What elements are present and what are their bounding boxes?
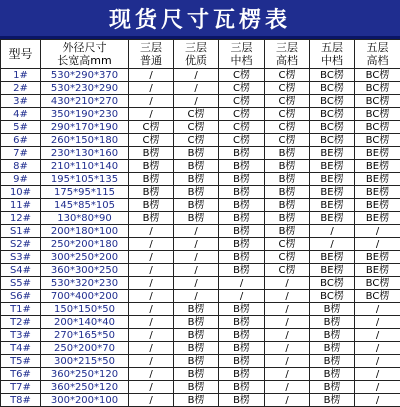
size-cell: 210*110*140 — [41, 160, 129, 173]
flute-grade-cell: BC楞 — [355, 290, 400, 303]
table-header — [1, 40, 400, 69]
flute-grade-cell: B楞 — [174, 381, 219, 394]
model-code-cell: T2# — [1, 316, 41, 329]
flute-grade-cell: BE楞 — [355, 186, 400, 199]
flute-grade-cell: B楞 — [174, 329, 219, 342]
flute-grade-cell: B楞 — [265, 173, 310, 186]
table-row — [1, 108, 400, 121]
size-cell: 195*105*135 — [41, 173, 129, 186]
model-code-cell: T4# — [1, 342, 41, 355]
model-code-cell: 7# — [1, 147, 41, 160]
flute-grade-cell: BC楞 — [355, 134, 400, 147]
flute-grade-cell: / — [265, 355, 310, 368]
size-cell: 360*300*250 — [41, 264, 129, 277]
flute-grade-cell: C楞 — [219, 108, 265, 121]
flute-grade-cell: / — [129, 277, 174, 290]
flute-grade-cell: B楞 — [219, 147, 265, 160]
table-row — [1, 290, 400, 303]
table-row — [1, 147, 400, 160]
flute-grade-cell: BC楞 — [355, 82, 400, 95]
header-3ply-standard: 三层 普通 — [129, 40, 174, 69]
flute-grade-cell: B楞 — [129, 160, 174, 173]
size-cell: 430*210*270 — [41, 95, 129, 108]
flute-grade-cell: / — [174, 225, 219, 238]
flute-grade-cell: B楞 — [219, 329, 265, 342]
flute-grade-cell: B楞 — [219, 160, 265, 173]
flute-grade-cell: B楞 — [129, 186, 174, 199]
flute-grade-cell: C楞 — [265, 108, 310, 121]
table-row — [1, 160, 400, 173]
page-title: 现货尺寸瓦楞表 — [109, 3, 291, 34]
flute-grade-cell: B楞 — [129, 147, 174, 160]
flute-grade-cell: C楞 — [219, 69, 265, 82]
size-cell: 350*190*230 — [41, 108, 129, 121]
flute-grade-cell: B楞 — [219, 355, 265, 368]
model-code-cell: 8# — [1, 160, 41, 173]
flute-grade-cell: B楞 — [174, 199, 219, 212]
size-cell: 145*85*105 — [41, 199, 129, 212]
flute-grade-cell: B楞 — [174, 147, 219, 160]
size-cell: 700*400*200 — [41, 290, 129, 303]
size-cell: 300*215*50 — [41, 355, 129, 368]
flute-grade-cell: C楞 — [265, 134, 310, 147]
flute-grade-cell: B楞 — [265, 199, 310, 212]
flute-grade-cell: / — [355, 381, 400, 394]
size-cell: 200*180*100 — [41, 225, 129, 238]
model-code-cell: 2# — [1, 82, 41, 95]
model-code-cell: T3# — [1, 329, 41, 342]
flute-grade-cell: BC楞 — [355, 69, 400, 82]
flute-grade-cell: C楞 — [174, 108, 219, 121]
flute-grade-cell: / — [265, 303, 310, 316]
table-row — [1, 199, 400, 212]
model-code-cell: 4# — [1, 108, 41, 121]
flute-grade-cell: BC楞 — [310, 121, 355, 134]
size-cell: 230*130*160 — [41, 147, 129, 160]
header-3ply-premium: 三层 优质 — [174, 40, 219, 69]
model-code-cell: 11# — [1, 199, 41, 212]
flute-grade-cell: C楞 — [265, 264, 310, 277]
model-code-cell: S2# — [1, 238, 41, 251]
flute-grade-cell: B楞 — [174, 303, 219, 316]
table-row — [1, 394, 400, 407]
flute-grade-cell: / — [265, 368, 310, 381]
size-cell: 300*250*200 — [41, 251, 129, 264]
flute-grade-cell: / — [129, 316, 174, 329]
table-row — [1, 82, 400, 95]
flute-grade-cell: B楞 — [174, 355, 219, 368]
flute-grade-cell: B楞 — [219, 316, 265, 329]
flute-grade-cell: B楞 — [310, 368, 355, 381]
table-row — [1, 134, 400, 147]
table-row — [1, 238, 400, 251]
flute-grade-cell: / — [129, 108, 174, 121]
flute-grade-cell: C楞 — [174, 121, 219, 134]
flute-grade-cell: / — [265, 316, 310, 329]
header-3ply-mid: 三层 中档 — [219, 40, 265, 69]
model-code-cell: 1# — [1, 69, 41, 82]
flute-grade-cell: BE楞 — [310, 160, 355, 173]
flute-grade-cell: B楞 — [219, 225, 265, 238]
flute-grade-cell: / — [174, 238, 219, 251]
flute-grade-cell: / — [355, 303, 400, 316]
flute-grade-cell: C楞 — [219, 121, 265, 134]
flute-grade-cell: BC楞 — [355, 277, 400, 290]
flute-grade-cell: B楞 — [219, 186, 265, 199]
table-row — [1, 303, 400, 316]
flute-grade-cell: BC楞 — [310, 82, 355, 95]
flute-grade-cell: B楞 — [310, 303, 355, 316]
flute-grade-cell: / — [129, 225, 174, 238]
title-banner — [0, 0, 400, 36]
table-row — [1, 342, 400, 355]
flute-grade-cell: B楞 — [219, 238, 265, 251]
model-code-cell: S6# — [1, 290, 41, 303]
flute-grade-cell: BC楞 — [355, 121, 400, 134]
model-code-cell: T1# — [1, 303, 41, 316]
model-code-cell: 5# — [1, 121, 41, 134]
size-cell: 250*200*180 — [41, 238, 129, 251]
model-code-cell: S3# — [1, 251, 41, 264]
flute-grade-cell: / — [265, 290, 310, 303]
flute-grade-cell: / — [129, 394, 174, 407]
flute-grade-cell: / — [265, 394, 310, 407]
flute-grade-cell: / — [265, 277, 310, 290]
flute-grade-cell: C楞 — [219, 134, 265, 147]
table-row — [1, 264, 400, 277]
size-cell: 300*200*100 — [41, 394, 129, 407]
table-row — [1, 381, 400, 394]
flute-grade-cell: / — [310, 238, 355, 251]
size-cell: 270*165*50 — [41, 329, 129, 342]
flute-grade-cell: C楞 — [265, 121, 310, 134]
flute-grade-cell: / — [129, 82, 174, 95]
flute-grade-cell: C楞 — [265, 251, 310, 264]
flute-grade-cell: BC楞 — [310, 108, 355, 121]
flute-grade-cell: B楞 — [174, 212, 219, 225]
flute-grade-cell: B楞 — [219, 199, 265, 212]
model-code-cell: 10# — [1, 186, 41, 199]
model-code-cell: S4# — [1, 264, 41, 277]
flute-grade-cell: B楞 — [310, 316, 355, 329]
flute-grade-cell: / — [129, 303, 174, 316]
flute-grade-cell: BC楞 — [310, 95, 355, 108]
size-cell: 260*150*180 — [41, 134, 129, 147]
flute-grade-cell: / — [129, 238, 174, 251]
flute-grade-cell: C楞 — [265, 69, 310, 82]
model-code-cell: S1# — [1, 225, 41, 238]
flute-grade-cell: B楞 — [129, 199, 174, 212]
flute-grade-cell: B楞 — [174, 316, 219, 329]
flute-grade-cell: C楞 — [129, 121, 174, 134]
table-row — [1, 251, 400, 264]
model-code-cell: T6# — [1, 368, 41, 381]
flute-grade-cell: BE楞 — [310, 264, 355, 277]
flute-grade-cell: BC楞 — [310, 69, 355, 82]
flute-grade-cell: B楞 — [174, 368, 219, 381]
table-row — [1, 316, 400, 329]
flute-grade-cell: B楞 — [310, 355, 355, 368]
flute-grade-cell: B楞 — [174, 173, 219, 186]
carton-spec-table — [0, 39, 400, 407]
model-code-cell: S5# — [1, 277, 41, 290]
flute-grade-cell: / — [355, 225, 400, 238]
header-3ply-high: 三层 高档 — [265, 40, 310, 69]
table-row — [1, 186, 400, 199]
size-cell: 130*80*90 — [41, 212, 129, 225]
flute-grade-cell: B楞 — [265, 160, 310, 173]
flute-grade-cell: / — [129, 264, 174, 277]
size-cell: 530*230*290 — [41, 82, 129, 95]
flute-grade-cell: / — [355, 368, 400, 381]
table-row — [1, 355, 400, 368]
flute-grade-cell: C楞 — [219, 95, 265, 108]
model-code-cell: 12# — [1, 212, 41, 225]
model-code-cell: T7# — [1, 381, 41, 394]
flute-grade-cell: / — [129, 381, 174, 394]
flute-grade-cell: BE楞 — [310, 173, 355, 186]
flute-grade-cell: C楞 — [265, 82, 310, 95]
flute-grade-cell: / — [129, 355, 174, 368]
size-cell: 200*140*40 — [41, 316, 129, 329]
flute-grade-cell: BE楞 — [355, 212, 400, 225]
flute-grade-cell: / — [174, 95, 219, 108]
flute-grade-cell: BE楞 — [355, 147, 400, 160]
flute-grade-cell: BE楞 — [355, 251, 400, 264]
flute-grade-cell: C楞 — [174, 134, 219, 147]
flute-grade-cell: C楞 — [265, 238, 310, 251]
flute-grade-cell: BE楞 — [310, 186, 355, 199]
size-cell: 250*200*70 — [41, 342, 129, 355]
flute-grade-cell: B楞 — [219, 394, 265, 407]
flute-grade-cell: B楞 — [129, 212, 174, 225]
flute-grade-cell: BE楞 — [310, 212, 355, 225]
table-row — [1, 225, 400, 238]
model-code-cell: T5# — [1, 355, 41, 368]
flute-grade-cell: / — [129, 95, 174, 108]
size-cell: 175*95*115 — [41, 186, 129, 199]
table-row — [1, 212, 400, 225]
flute-grade-cell: B楞 — [219, 381, 265, 394]
flute-grade-cell: B楞 — [219, 303, 265, 316]
flute-grade-cell: C楞 — [265, 95, 310, 108]
flute-grade-cell: B楞 — [265, 212, 310, 225]
flute-grade-cell: B楞 — [265, 147, 310, 160]
flute-grade-cell: B楞 — [219, 251, 265, 264]
flute-grade-cell: B楞 — [310, 342, 355, 355]
flute-grade-cell: / — [174, 277, 219, 290]
flute-grade-cell: / — [174, 69, 219, 82]
flute-grade-cell: B楞 — [219, 212, 265, 225]
flute-grade-cell: BC楞 — [310, 134, 355, 147]
flute-grade-cell: B楞 — [219, 368, 265, 381]
model-code-cell: 3# — [1, 95, 41, 108]
header-size: 外径尺寸 长宽高mm — [41, 40, 129, 69]
flute-grade-cell: / — [265, 381, 310, 394]
flute-grade-cell: / — [129, 342, 174, 355]
flute-grade-cell: BE楞 — [310, 147, 355, 160]
header-row — [1, 40, 400, 69]
flute-grade-cell: B楞 — [310, 329, 355, 342]
flute-grade-cell: / — [355, 342, 400, 355]
flute-grade-cell: / — [174, 264, 219, 277]
flute-grade-cell: B楞 — [219, 342, 265, 355]
flute-grade-cell: / — [219, 277, 265, 290]
table-row — [1, 69, 400, 82]
flute-grade-cell: / — [174, 290, 219, 303]
flute-grade-cell: B楞 — [174, 342, 219, 355]
flute-grade-cell: BE楞 — [355, 160, 400, 173]
flute-grade-cell: / — [129, 290, 174, 303]
table-row — [1, 277, 400, 290]
flute-grade-cell: / — [355, 329, 400, 342]
flute-grade-cell: B楞 — [265, 186, 310, 199]
flute-grade-cell: BE楞 — [355, 173, 400, 186]
flute-grade-cell: BE楞 — [310, 199, 355, 212]
flute-grade-cell: / — [310, 225, 355, 238]
flute-grade-cell: C楞 — [129, 134, 174, 147]
header-model: 型号 — [1, 40, 41, 69]
flute-grade-cell: / — [129, 329, 174, 342]
flute-grade-cell: / — [265, 342, 310, 355]
flute-grade-cell: / — [174, 82, 219, 95]
flute-grade-cell: BC楞 — [310, 290, 355, 303]
flute-grade-cell: BC楞 — [355, 95, 400, 108]
flute-grade-cell: / — [129, 251, 174, 264]
table-body — [1, 69, 400, 407]
flute-grade-cell: / — [174, 251, 219, 264]
flute-grade-cell: B楞 — [174, 186, 219, 199]
flute-grade-cell: / — [265, 329, 310, 342]
flute-grade-cell: / — [355, 394, 400, 407]
table-row — [1, 121, 400, 134]
flute-grade-cell: B楞 — [265, 225, 310, 238]
flute-grade-cell: / — [219, 290, 265, 303]
table-row — [1, 95, 400, 108]
model-code-cell: T8# — [1, 394, 41, 407]
flute-grade-cell: / — [355, 238, 400, 251]
flute-grade-cell: / — [355, 355, 400, 368]
flute-grade-cell: B楞 — [219, 173, 265, 186]
table-row — [1, 368, 400, 381]
flute-grade-cell: BC楞 — [310, 277, 355, 290]
size-cell: 360*250*120 — [41, 368, 129, 381]
flute-grade-cell: B楞 — [310, 394, 355, 407]
size-cell: 530*320*230 — [41, 277, 129, 290]
flute-grade-cell: BE楞 — [355, 199, 400, 212]
table-row — [1, 329, 400, 342]
flute-grade-cell: / — [129, 69, 174, 82]
model-code-cell: 6# — [1, 134, 41, 147]
flute-grade-cell: B楞 — [129, 173, 174, 186]
flute-grade-cell: / — [129, 368, 174, 381]
model-code-cell: 9# — [1, 173, 41, 186]
flute-grade-cell: B楞 — [174, 394, 219, 407]
flute-grade-cell: B楞 — [310, 381, 355, 394]
header-5ply-mid: 五层 中档 — [310, 40, 355, 69]
flute-grade-cell: B楞 — [219, 264, 265, 277]
flute-grade-cell: BC楞 — [355, 108, 400, 121]
flute-grade-cell: C楞 — [219, 82, 265, 95]
size-cell: 150*150*50 — [41, 303, 129, 316]
table-row — [1, 173, 400, 186]
flute-grade-cell: BE楞 — [355, 264, 400, 277]
flute-grade-cell: / — [355, 316, 400, 329]
flute-grade-cell: BE楞 — [310, 251, 355, 264]
header-5ply-high: 五层 高档 — [355, 40, 400, 69]
size-cell: 290*170*190 — [41, 121, 129, 134]
flute-grade-cell: B楞 — [174, 160, 219, 173]
size-cell: 530*290*370 — [41, 69, 129, 82]
size-cell: 360*250*120 — [41, 381, 129, 394]
